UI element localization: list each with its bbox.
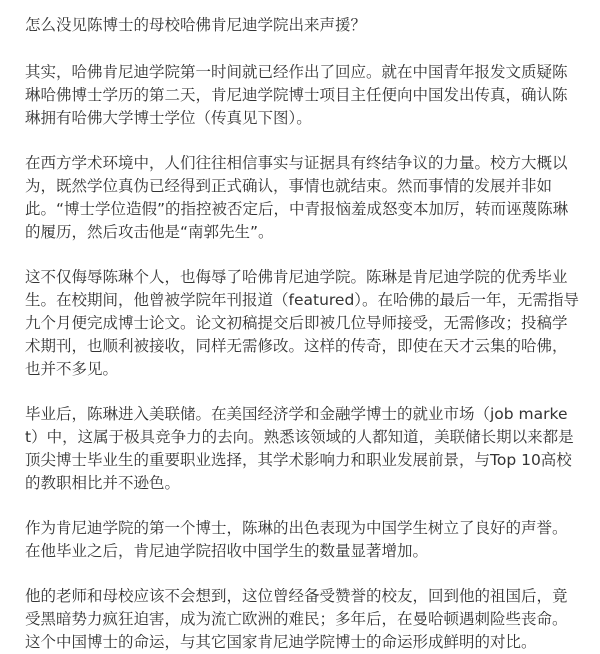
article-paragraph-reputation: 作为肯尼迪学院的第一个博士，陈琳的出色表现为中国学生树立了良好的声誉。在他毕业之后，肯尼迪学院招收中国学生的数量显著增加。 bbox=[25, 519, 568, 560]
article-paragraph-insult: 这不仅侮辱陈琳个人，也侮辱了哈佛肯尼迪学院。陈琳是肯尼迪学院的优秀毕业生。在校期间，他曾被学院年刊报道（featured）。在哈佛的最后一年，无需指导九个月便完成博士论文。论文初稿提交后即被几位导师接受，无需修改；投稿学术期刊，也顺利被接收，同样无需修改。这样的传奇，即使在天才云集的哈佛，也并不多见。 bbox=[25, 268, 580, 378]
article-question: 怎么没见陈博士的母校哈佛肯尼迪学院出来声援？ bbox=[25, 16, 367, 34]
article-paragraph-response: 其实，哈佛肯尼迪学院第一时间就已经作出了回应。就在中国青年报发文质疑陈琳哈佛博士学历的第二天，肯尼迪学院博士项目主任便向中国发出传真，确认陈琳拥有哈佛大学博士学位（传真见下图）。 bbox=[25, 63, 568, 127]
article-paragraph-context: 在西方学术环境中，人们往往相信事实与证据具有终结争议的力量。校方大概以为，既然学位真伪已经得到正式确认，事情也就结束。然而事情的发展并非如此。“博士学位造假”的指控被否定后，中青报恼羞成怒变本加厉，转而诬蔑陈琳的履历，然后攻击他是“南郭先生”。 bbox=[25, 154, 569, 241]
article-paragraph-fate: 他的老师和母校应该不会想到，这位曾经备受赞誉的校友，回到他的祖国后，竟受黑暗势力疯狂迫害，成为流亡欧洲的难民；多年后，在曼哈顿遇刺险些丧命。这个中国博士的命运，与其它国家肯尼迪学院博士的命运形成鲜明的对比。 bbox=[25, 587, 568, 651]
article-paragraph-career: 毕业后，陈琳进入美联储。在美国经济学和金融学博士的就业市场（job market）中，这属于极具竞争力的去向。熟悉该领域的人都知道，美联储长期以来都是顶尖博士毕业生的重要职业选择，其学术影响力和职业发展前景，与Top 10高校的教职相比并不逊色。 bbox=[25, 405, 574, 492]
